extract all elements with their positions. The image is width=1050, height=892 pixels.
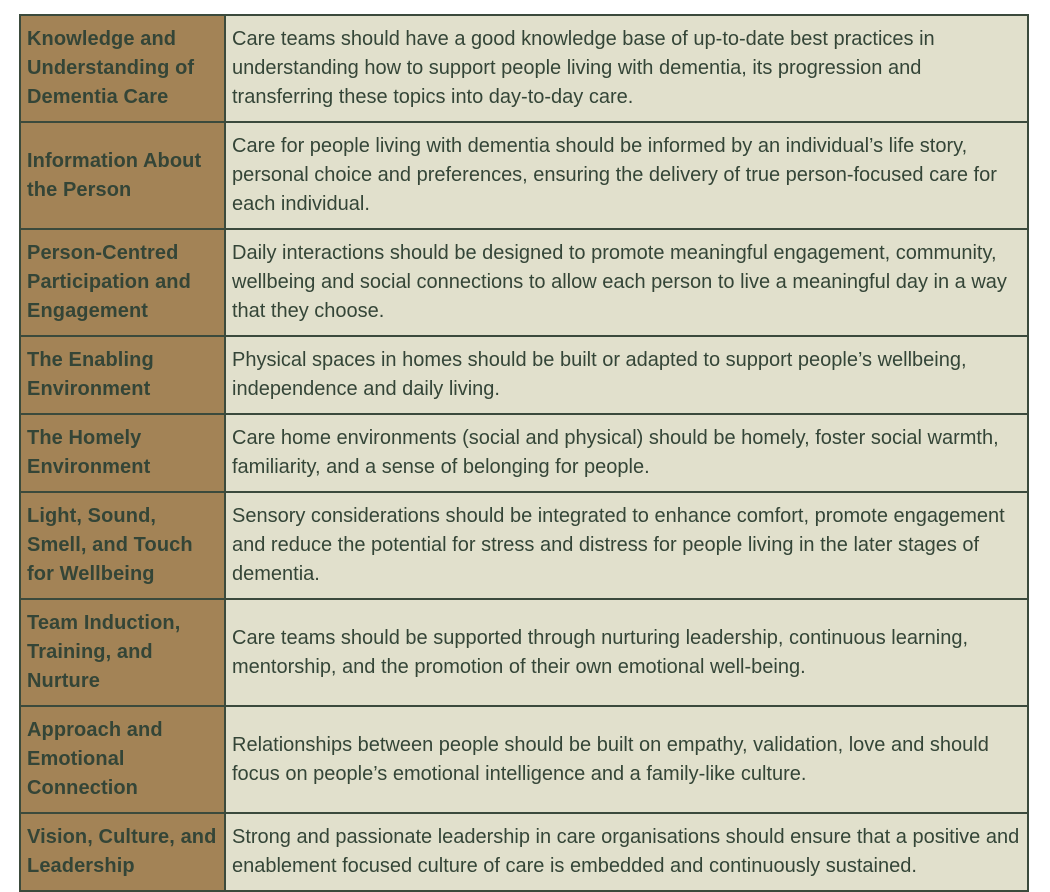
row-label: Vision, Culture, and Leadership xyxy=(20,813,225,891)
table-row xyxy=(20,813,1028,891)
row-description: Daily interactions should be designed to promote meaningful engagement, community, wellbeing and social connections to allow each person to live a meaningful day in a way that they choose. xyxy=(225,229,1028,336)
table-row xyxy=(20,414,1028,492)
table-row xyxy=(20,229,1028,336)
row-label: The Homely Environment xyxy=(20,414,225,492)
table-row xyxy=(20,122,1028,229)
row-description: Care for people living with dementia should be informed by an individual’s life story, personal choice and preferences, ensuring the delivery of true person-focused care for each individual. xyxy=(225,122,1028,229)
row-description: Care home environments (social and physical) should be homely, foster social warmth, familiarity, and a sense of belonging for people. xyxy=(225,414,1028,492)
row-label: Light, Sound, Smell, and Touch for Wellbeing xyxy=(20,492,225,599)
row-description: Care teams should be supported through nurturing leadership, continuous learning, mentorship, and the promotion of their own emotional well-being. xyxy=(225,599,1028,706)
table-row xyxy=(20,15,1028,122)
row-description: Physical spaces in homes should be built or adapted to support people’s wellbeing, independence and daily living. xyxy=(225,336,1028,414)
row-label: The Enabling Environment xyxy=(20,336,225,414)
table-row xyxy=(20,492,1028,599)
table-row xyxy=(20,599,1028,706)
row-label: Knowledge and Understanding of Dementia Care xyxy=(20,15,225,122)
row-label: Approach and Emotional Connection xyxy=(20,706,225,813)
table-row xyxy=(20,336,1028,414)
row-description: Care teams should have a good knowledge base of up-to-date best practices in understanding how to support people living with dementia, its progression and transferring these topics into day-to-day care. xyxy=(225,15,1028,122)
table-row xyxy=(20,706,1028,813)
row-label: Information About the Person xyxy=(20,122,225,229)
row-label: Person-Centred Participation and Engagement xyxy=(20,229,225,336)
row-description: Sensory considerations should be integrated to enhance comfort, promote engagement and reduce the potential for stress and distress for people living in the later stages of dementia. xyxy=(225,492,1028,599)
row-description: Strong and passionate leadership in care organisations should ensure that a positive and enablement focused culture of care is embedded and continuously sustained. xyxy=(225,813,1028,891)
row-description: Relationships between people should be built on empathy, validation, love and should focus on people’s emotional intelligence and a family-like culture. xyxy=(225,706,1028,813)
care-standards-table-frame xyxy=(19,14,1029,892)
care-standards-table xyxy=(19,14,1029,892)
row-label: Team Induction, Training, and Nurture xyxy=(20,599,225,706)
